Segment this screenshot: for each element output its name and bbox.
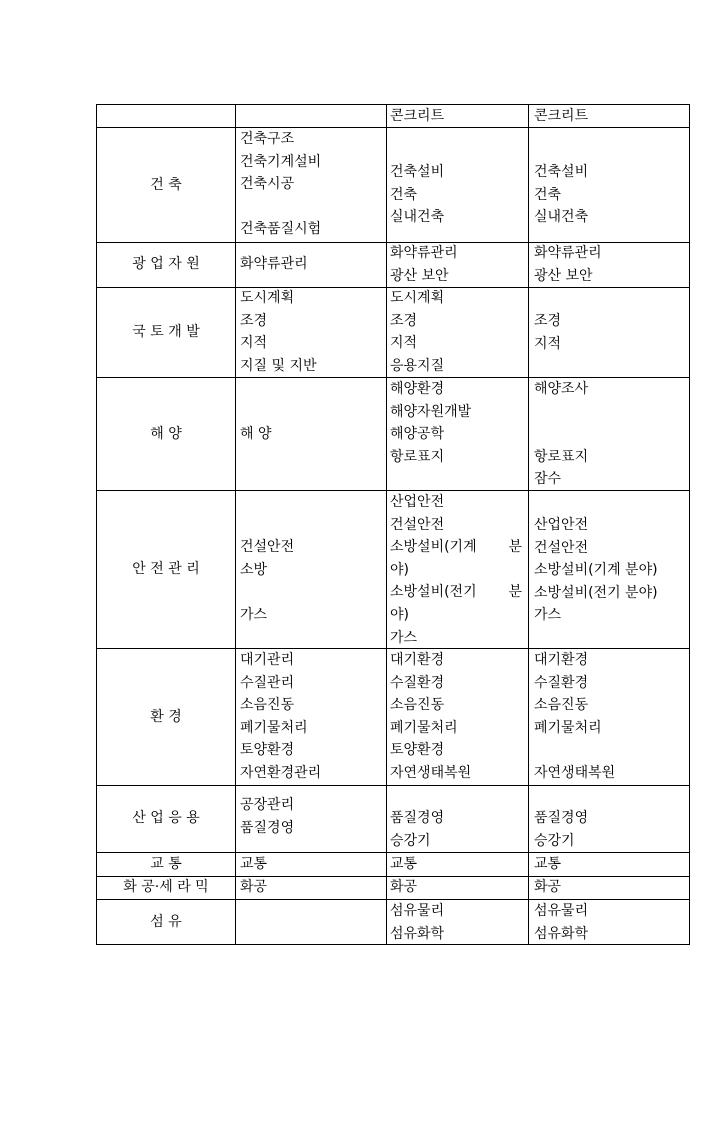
- category-label: 안 전 관 리: [132, 561, 200, 577]
- category-label: 광 업 자 원: [132, 256, 200, 272]
- row-chemical-col-1: 화공: [240, 879, 268, 895]
- row-building-col-2: 건축설비 건축 실내건축: [390, 164, 445, 226]
- row-safety-col-2: 산업안전 건설안전 소방설비(기계 분 야) 소방설비(전기 분 야) 가스: [390, 494, 522, 646]
- category-label: 해 양: [150, 426, 182, 442]
- row-industrial-col-2: 품질경영 승강기: [390, 810, 445, 849]
- qualification-table: [96, 104, 690, 945]
- row-chemical-col-3: 화공: [534, 879, 562, 895]
- row-land-col-3: 조경 지적: [534, 313, 562, 352]
- row-ocean-col-1: 해 양: [240, 426, 272, 442]
- row-safety-col-3: 산업안전 건설안전 소방설비(기계 분야) 소방설비(전기 분야) 가스: [534, 517, 658, 624]
- row-land-col-1: 도시계획 조경 지적 지질 및 지반: [240, 290, 317, 374]
- row-safety-col-1: 건설안전 소방 가스: [240, 539, 295, 623]
- row-textile-col-3: 섬유물리 섬유화학: [534, 903, 589, 942]
- header-col-2: 콘크리트: [390, 108, 445, 124]
- category-label: 교 통: [150, 856, 182, 872]
- category-label: 국 토 개 발: [132, 324, 200, 340]
- row-industrial-col-1: 공장관리 품질경영: [240, 797, 295, 836]
- row-land-col-2: 도시계획 조경 지적 응용지질: [390, 290, 445, 374]
- row-industrial-col-3: 품질경영 승강기: [534, 810, 589, 849]
- row-environment-col-2: 대기환경 수질환경 소음진동 폐기물처리 토양환경 자연생태복원: [390, 652, 472, 781]
- row-building-col-1: 건축구조 건축기계설비 건축시공 건축품질시험: [240, 131, 322, 238]
- row-building-col-3: 건축설비 건축 실내건축: [534, 164, 589, 226]
- row-environment-col-1: 대기관리 수질관리 소음진동 폐기물처리 토양환경 자연환경관리: [240, 652, 322, 781]
- row-ocean-col-2: 해양환경 해양자원개발 해양공학 항로표지: [390, 381, 472, 465]
- row-mining-col-3: 화약류관리 광산 보안: [534, 245, 602, 284]
- category-label: 건 축: [150, 177, 182, 193]
- category-label: 산 업 응 용: [132, 810, 200, 826]
- row-mining-col-1: 화약류관리: [240, 256, 308, 272]
- row-chemical-col-2: 화공: [390, 879, 418, 895]
- row-traffic-col-1: 교통: [240, 856, 268, 872]
- header-col-3: 콘크리트: [534, 108, 589, 124]
- category-label: 섬 유: [150, 914, 182, 930]
- row-environment-col-3: 대기환경 수질환경 소음진동 폐기물처리 자연생태복원: [534, 652, 616, 781]
- category-label: 화 공·세 라 믹: [123, 879, 209, 895]
- row-traffic-col-3: 교통: [534, 856, 562, 872]
- category-label: 환 경: [150, 709, 182, 725]
- row-ocean-col-3: 해양조사 항로표지 잠수: [534, 381, 589, 488]
- row-mining-col-2: 화약류관리 광산 보안: [390, 245, 458, 284]
- row-textile-col-2: 섬유물리 섬유화학: [390, 903, 445, 942]
- header-blank: [240, 105, 386, 128]
- row-traffic-col-2: 교통: [390, 856, 418, 872]
